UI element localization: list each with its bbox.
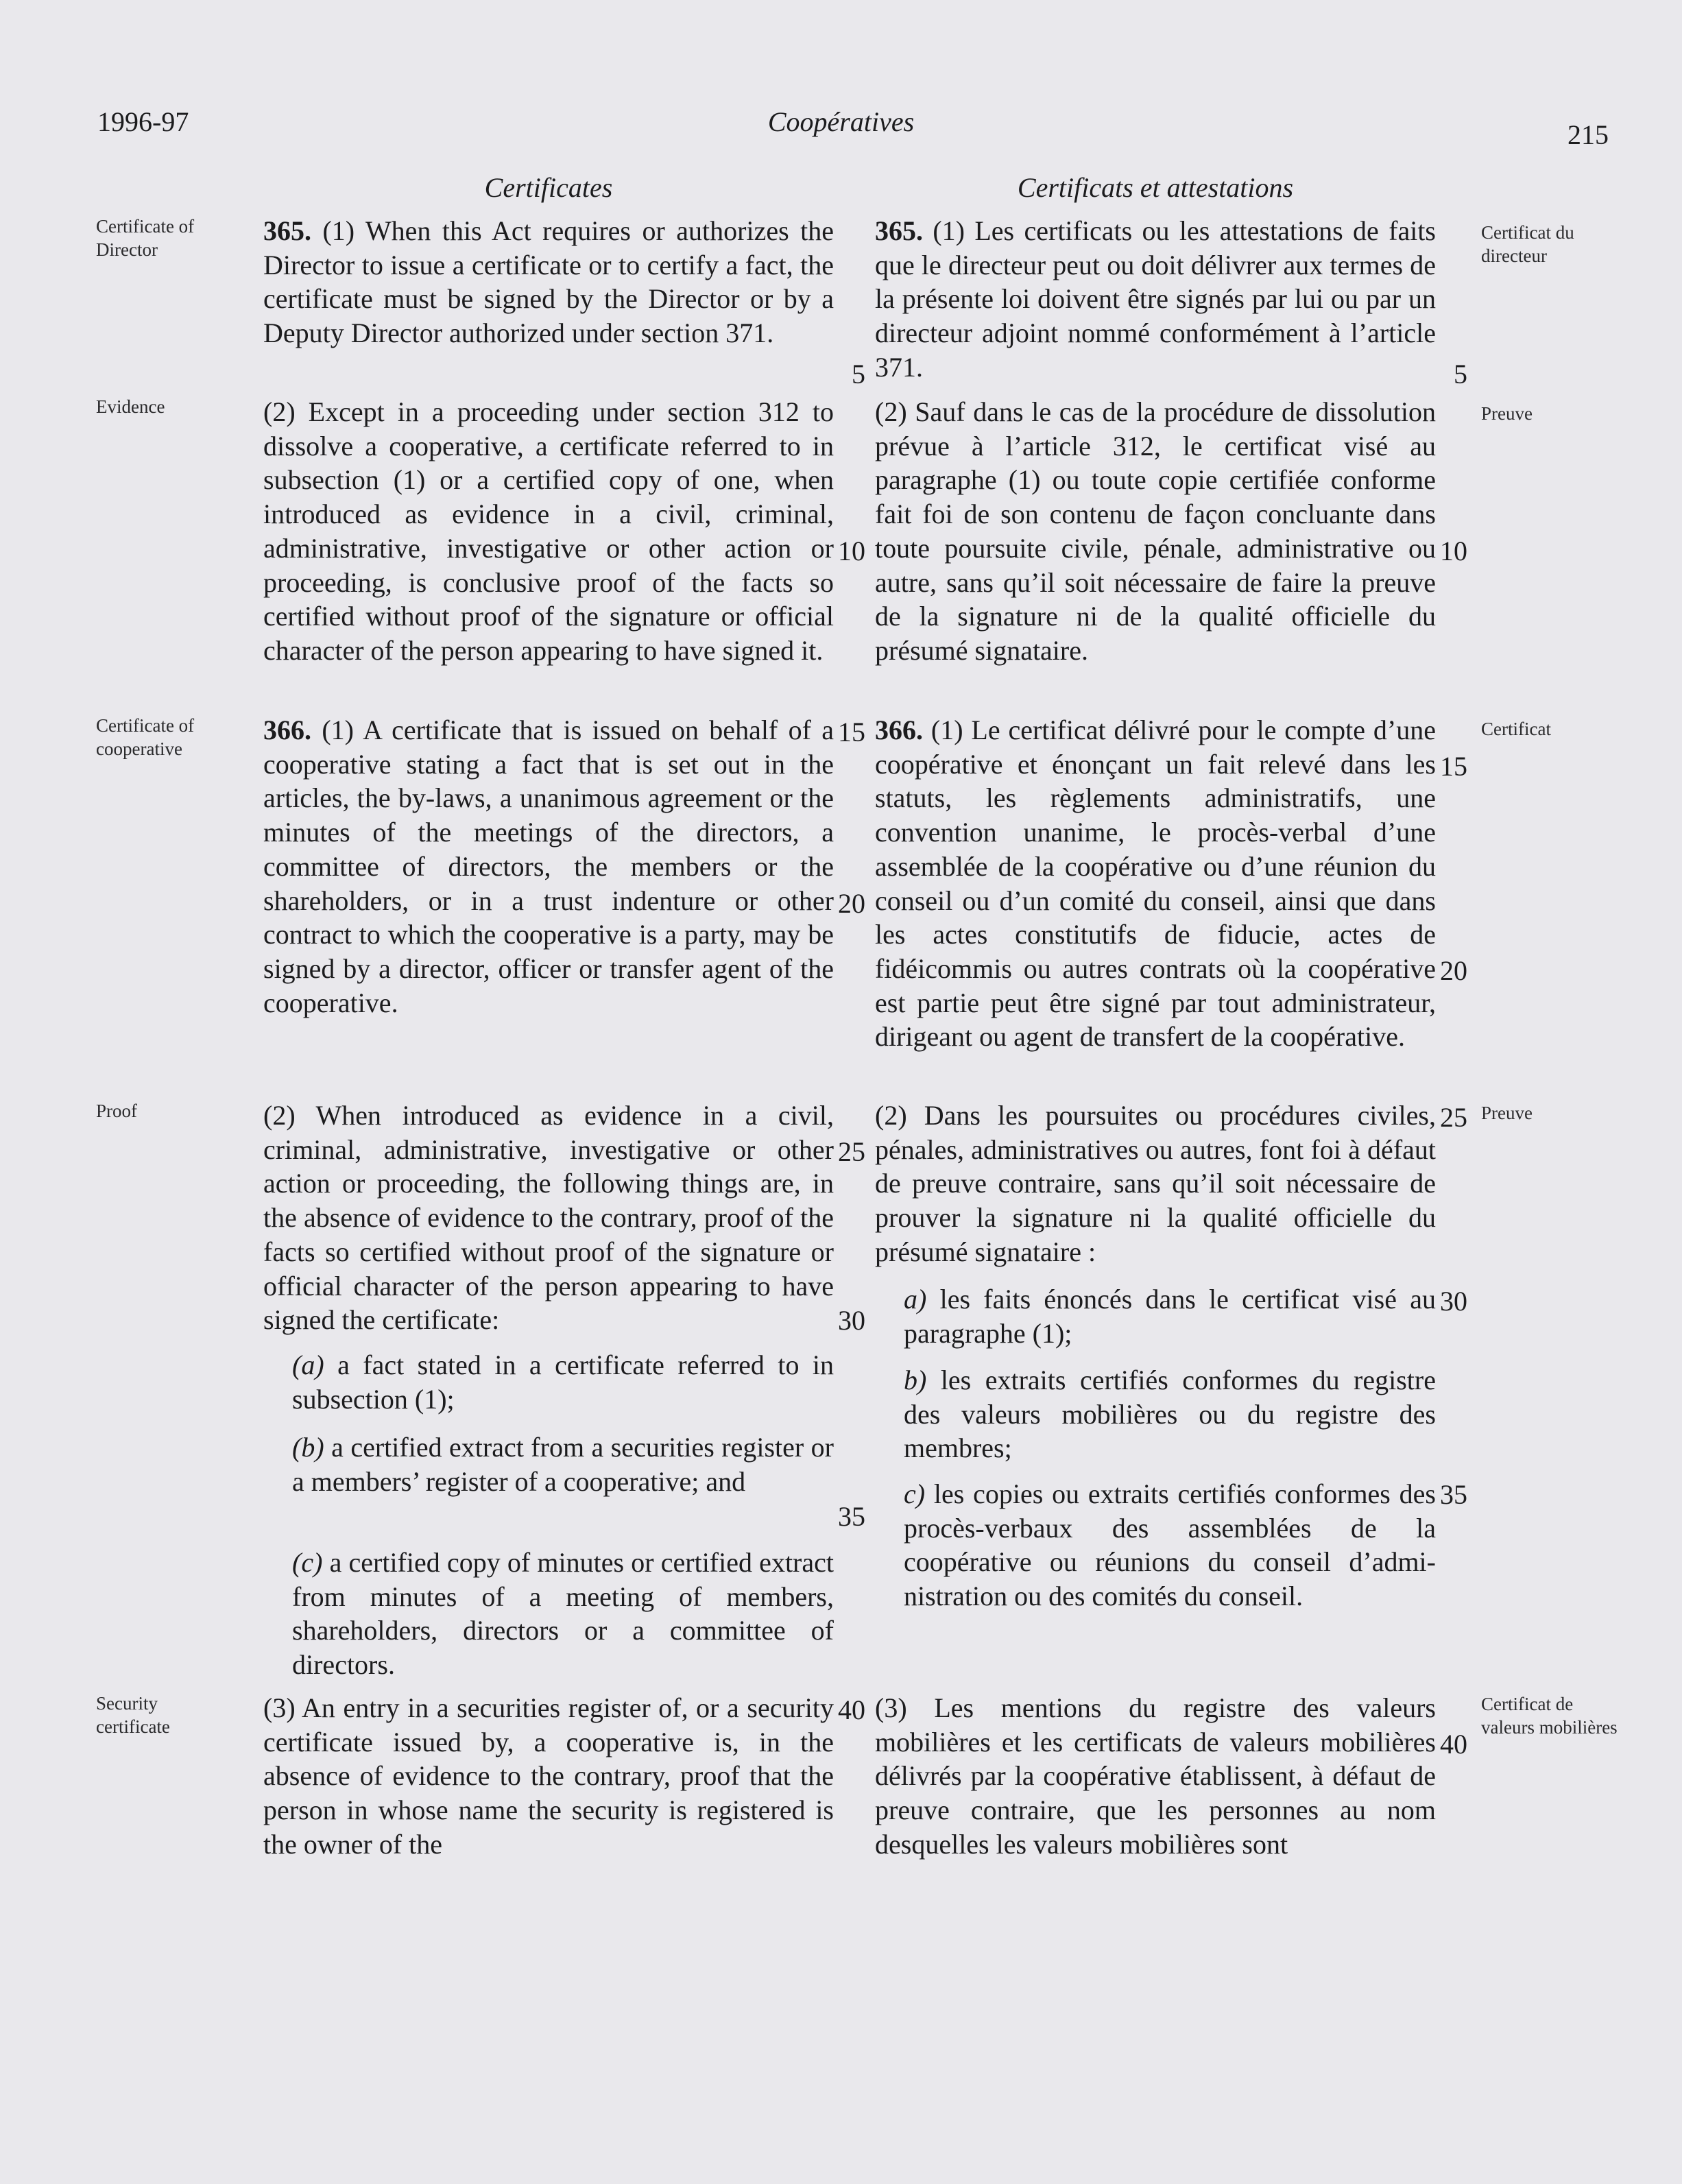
english-section-365-2: (2) Except in a proceeding under section 312 to dissolve a cooperative, a certificate referred to in subsection (1) or a certified copy of one, when introduced as evidence in a civil, criminal, administrative, investigative or other action or proceeding, is conclusive proof of the facts so certified without proof of the signature or official character of the person appearing to have signed it.: [263, 396, 834, 666]
line-number: 40: [838, 1694, 865, 1725]
french-section-365-1: [875, 214, 1436, 385]
french-section-365-2: (2) Sauf dans le cas de la procédure de dissolution prévue à l’article 312, le certificat visé au paragraphe (1) ou toute copie certifiée conforme fait foi de son contenu de façon concluante dans toute poursuite civile, pénale, administrative ou autre, sans qu’il soit nécessaire de faire la preuve de la signature ni de la qualité officielle du présumé signataire.: [875, 396, 1436, 666]
french-section-366-2: (2) Dans les poursuites ou procédures civiles, pénales, administratives ou autres, font foi à défaut de preuve contraire, sans qu’il soit nécessaire de prouver la signature ni la qualité officielle du présumé signataire :: [875, 1100, 1436, 1267]
line-number: 20: [1440, 955, 1467, 986]
french-paragraph-a: [904, 1282, 1436, 1350]
section-text: (1) Le certificat délivré pour le compte d’une coopérative et énonçant un fait relevé dans les statuts, les règlements administratifs, une convention unanime, le procès-verbal d’une assemblée de la coopérative ou d’une réunion du conseil ou d’un comité du conseil, ainsi que dans les actes constitutifs de fiducie, actes de fidéicommis ou autres contrats où la coopérative est partie peut être signé par tout administrateur, dirigeant ou agent de transfert de la coopérative.: [875, 715, 1436, 1053]
french-section-366-1: [875, 713, 1436, 1054]
english-section-366-2: (2) When introduced as evidence in a civil, criminal, administrative, investigative or other action or proceeding, the following things are, in the absence of evidence to the contrary, proof of the facts so certified without proof of the signature or official character of the person appearing to have signed the certificate:: [263, 1100, 834, 1336]
paragraph-mark: a): [904, 1284, 927, 1315]
line-number: 5: [1454, 359, 1467, 389]
english-section-365-1: [263, 214, 834, 350]
french-paragraph-c: [904, 1477, 1436, 1613]
paragraph-mark: (c): [292, 1547, 323, 1578]
line-number: 30: [838, 1305, 865, 1336]
line-number: 15: [1440, 751, 1467, 782]
french-paragraph-b: [904, 1363, 1436, 1465]
running-header-title: Coopératives: [767, 106, 915, 137]
paragraph-mark: (b): [292, 1432, 324, 1463]
margin-note-right: Certificat de valeurs mobilières: [1481, 1694, 1618, 1738]
paragraph-mark: (a): [292, 1349, 324, 1380]
section-number: 366.: [875, 715, 923, 745]
french-heading: Certificats et attestations: [1017, 172, 1294, 203]
english-section-366-1: [263, 713, 834, 1020]
line-number: 10: [1440, 536, 1467, 566]
margin-note-left: Certificate of cooperative: [96, 715, 195, 759]
running-header-year: 1996-97: [97, 106, 189, 137]
section-number: 366.: [263, 715, 311, 745]
line-number: 35: [1440, 1479, 1467, 1510]
paragraph-mark: b): [904, 1365, 927, 1395]
margin-note-right: Preuve: [1481, 1103, 1533, 1123]
margin-note-left: Certificate of Director: [96, 216, 195, 260]
paragraph-text: a certified copy of minutes or certified extract from minutes of a meeting of members, shareholders, directors or a committee of directors.: [292, 1547, 834, 1681]
line-number: 5: [852, 359, 865, 389]
line-number: 40: [1440, 1729, 1467, 1760]
line-number: 25: [1440, 1102, 1467, 1133]
line-number: 25: [838, 1136, 865, 1167]
line-number: 30: [1440, 1286, 1467, 1317]
line-number: 35: [838, 1501, 865, 1532]
page-number: 215: [1567, 119, 1609, 150]
paragraph-text: les copies ou extraits certifiés conformes des procès-verbaux des assemblées de la coopérative ou réunions du conseil d’administration ou des comités du conseil.: [904, 1478, 1436, 1612]
paragraph-text: les extraits certifiés conformes du registre des valeurs mobilières ou du registre des membres;: [904, 1365, 1436, 1464]
margin-note-left: Evidence: [96, 396, 165, 417]
section-text: (1) A certificate that is issued on behalf of a cooperative stating a fact that is set out in the articles, the by-laws, a unanimous agreement or the minutes of the meetings of the directors, a committee of directors, the members or the shareholders, or in a trust indenture or other contract to which the cooperative is a party, may be signed by a director, officer or transfer agent of the cooperative.: [263, 715, 834, 1018]
section-number: 365.: [875, 215, 923, 246]
french-section-366-3: (3) Les mentions du registre des valeurs mobilières et les certificats de valeurs mobilières délivrés par la coopérative établissent, à défaut de preuve contraire, que les personnes au nom desquelles les valeurs mobilières sont: [875, 1692, 1436, 1860]
line-number: 20: [838, 888, 865, 919]
english-paragraph-c: [292, 1546, 834, 1682]
margin-note-left: Security certificate: [96, 1693, 170, 1737]
english-paragraph-a: [292, 1348, 834, 1416]
paragraph-text: a fact stated in a certificate referred to in subsection (1);: [292, 1349, 834, 1415]
margin-note-right: Certificat du directeur: [1481, 222, 1574, 266]
margin-note-left: Proof: [96, 1101, 137, 1121]
margin-note-right: Certificat: [1481, 719, 1551, 739]
paragraph-text: les faits énoncés dans le certificat visé au paragraphe (1);: [904, 1284, 1436, 1349]
line-number: 10: [838, 536, 865, 566]
paragraph-text: a certified extract from a securities register or a members’ register of a cooperative; and: [292, 1432, 834, 1497]
english-paragraph-b: [292, 1430, 834, 1498]
english-section-366-3: (3) An entry in a securities register of, or a security certificate issued by, a cooperative is, in the absence of evidence to the contrary, proof that the person in whose name the security is registered is the owner of the: [263, 1692, 834, 1860]
line-number: 15: [838, 717, 865, 747]
section-text: (1) Les certificats ou les attestations de faits que le directeur peut ou doit délivrer aux termes de la présente loi doivent être signés par lui ou par un directeur adjoint nommé conformément à l’article 371.: [875, 215, 1436, 383]
english-heading: Certificates: [484, 172, 613, 203]
section-number: 365.: [263, 215, 311, 246]
section-text: (1) When this Act requires or authorizes the Director to issue a certificate or to certify a fact, the certificate must be signed by the Director or by a Deputy Director authorized under section 371.: [263, 215, 834, 349]
paragraph-mark: c): [904, 1478, 926, 1509]
margin-note-right: Preuve: [1481, 403, 1533, 424]
